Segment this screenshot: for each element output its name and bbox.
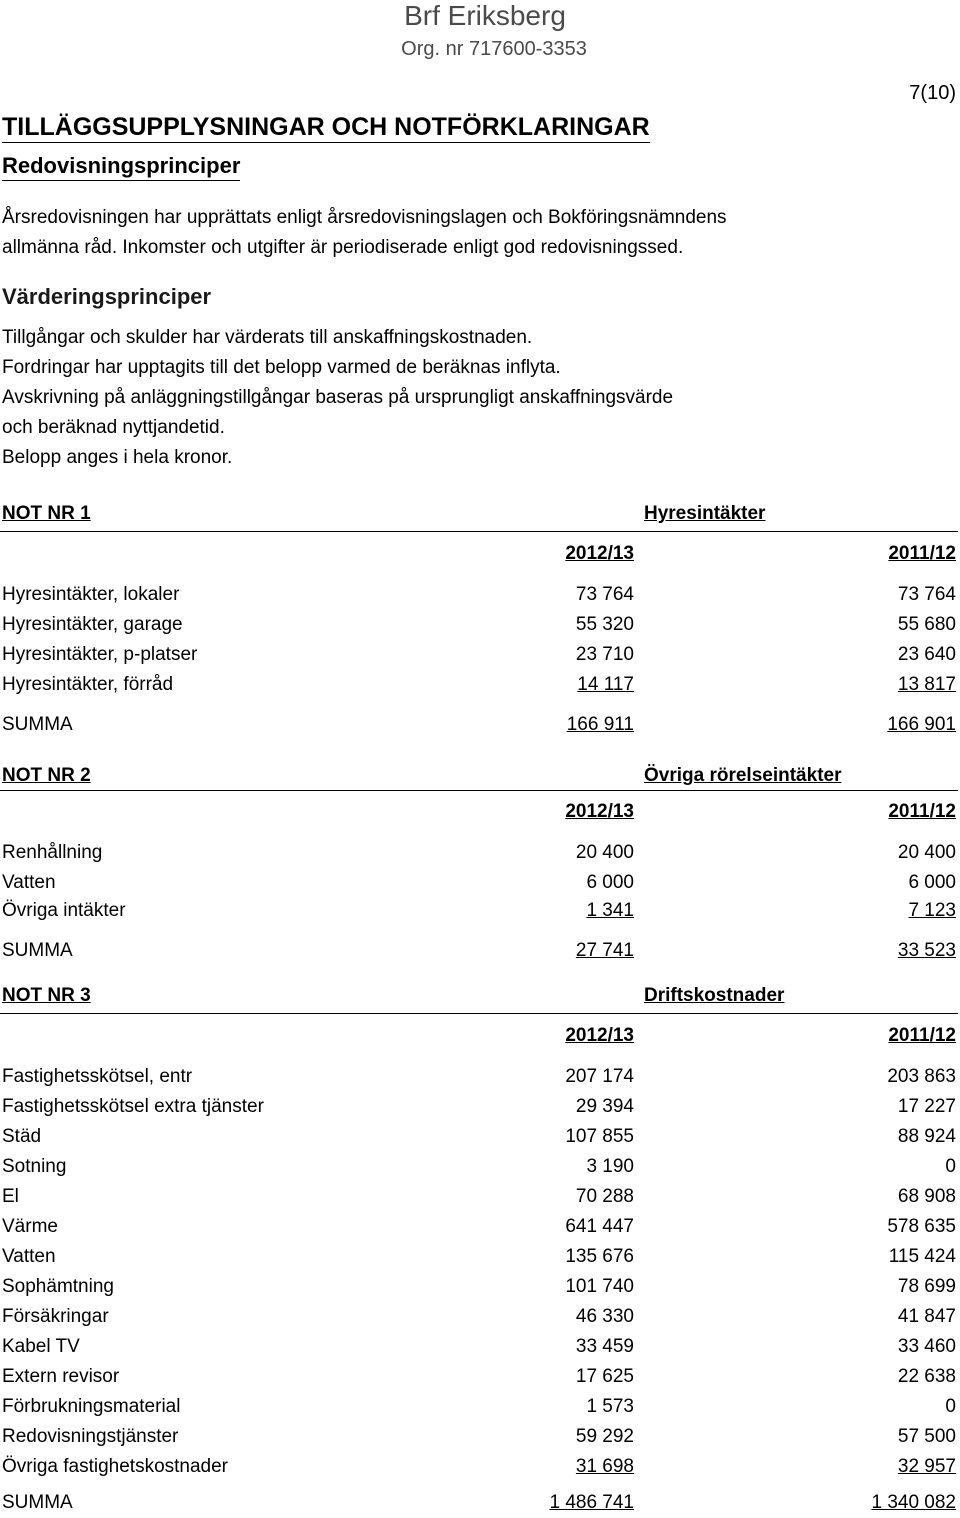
row-value-current: 29 394 bbox=[575, 1096, 634, 1117]
row-value-previous: 88 924 bbox=[897, 1126, 956, 1147]
row-value-current: 3 190 bbox=[586, 1156, 634, 1177]
table-row bbox=[0, 1452, 960, 1482]
row-value-previous: 41 847 bbox=[897, 1306, 956, 1327]
table-row bbox=[0, 610, 960, 640]
row-label: Övriga intäkter bbox=[2, 900, 126, 921]
table-row bbox=[0, 1362, 960, 1392]
note-2-title: Övriga rörelseintäkter bbox=[644, 765, 842, 786]
sum-value-previous: 1 340 082 bbox=[871, 1492, 956, 1513]
row-label: Värme bbox=[2, 1216, 58, 1237]
table-row bbox=[0, 1272, 960, 1302]
row-value-previous: 55 680 bbox=[897, 614, 956, 635]
row-label: Hyresintäkter, p-platser bbox=[2, 644, 198, 665]
row-value-current: 31 698 bbox=[575, 1456, 634, 1477]
row-label: Förbrukningsmaterial bbox=[2, 1396, 181, 1417]
table-row bbox=[0, 1182, 960, 1212]
note-3-divider bbox=[0, 1013, 958, 1014]
row-value-previous: 33 460 bbox=[897, 1336, 956, 1357]
note-2-divider bbox=[0, 790, 958, 791]
row-value-current: 23 710 bbox=[575, 644, 634, 665]
row-value-current: 107 855 bbox=[565, 1126, 634, 1147]
table-row bbox=[0, 670, 960, 700]
row-label: Städ bbox=[2, 1126, 42, 1147]
row-label: Kabel TV bbox=[2, 1336, 80, 1357]
note-3-year-previous: 2011/12 bbox=[888, 1025, 956, 1046]
vardering-line: Avskrivning på anläggningstillgångar baseras på ursprungligt anskaffningsvärde bbox=[2, 387, 674, 408]
note-1-year-previous: 2011/12 bbox=[888, 543, 956, 564]
table-row bbox=[0, 1242, 960, 1272]
row-value-previous: 115 424 bbox=[888, 1246, 956, 1267]
row-value-current: 33 459 bbox=[575, 1336, 634, 1357]
vardering-line: Fordringar har upptagits till det belopp varmed de beräknas inflyta. bbox=[2, 357, 561, 378]
row-value-current: 1 341 bbox=[586, 900, 634, 921]
row-label: Renhållning bbox=[2, 842, 103, 863]
main-heading: TILLÄGGSUPPLYSNINGAR OCH NOTFÖRKLARINGAR bbox=[2, 113, 650, 141]
redovisning-line: allmänna råd. Inkomster och utgifter är periodiserade enligt god redovisningssed. bbox=[2, 237, 684, 258]
row-value-current: 55 320 bbox=[575, 614, 634, 635]
note-2-year-current: 2012/13 bbox=[565, 801, 634, 822]
row-label: Hyresintäkter, garage bbox=[2, 614, 183, 635]
note-1-divider bbox=[0, 531, 958, 532]
row-label: Vatten bbox=[2, 872, 56, 893]
row-label: Fastighetsskötsel, entr bbox=[2, 1066, 193, 1087]
table-row bbox=[0, 1152, 960, 1182]
page-number: 7(10) bbox=[909, 82, 956, 104]
row-value-current: 73 764 bbox=[575, 584, 634, 605]
table-row bbox=[0, 1062, 960, 1092]
note-3-label: NOT NR 3 bbox=[2, 985, 91, 1006]
vardering-line: Belopp anges i hela kronor. bbox=[2, 447, 233, 468]
row-label: Hyresintäkter, förråd bbox=[2, 674, 174, 695]
row-value-previous: 57 500 bbox=[897, 1426, 956, 1447]
row-value-current: 135 676 bbox=[565, 1246, 634, 1267]
sum-row bbox=[0, 710, 960, 740]
row-value-current: 207 174 bbox=[565, 1066, 634, 1087]
row-value-previous: 73 764 bbox=[897, 584, 956, 605]
row-value-current: 17 625 bbox=[575, 1366, 634, 1387]
table-row bbox=[0, 1422, 960, 1452]
sum-label: SUMMA bbox=[2, 940, 73, 961]
note-1-label: NOT NR 1 bbox=[2, 503, 91, 524]
row-value-current: 6 000 bbox=[586, 872, 634, 893]
row-label: Vatten bbox=[2, 1246, 56, 1267]
row-value-current: 20 400 bbox=[575, 842, 634, 863]
row-label: Fastighetsskötsel extra tjänster bbox=[2, 1096, 264, 1117]
row-value-previous: 68 908 bbox=[897, 1186, 956, 1207]
table-row bbox=[0, 896, 960, 926]
row-label: Försäkringar bbox=[2, 1306, 109, 1327]
note-1-year-current: 2012/13 bbox=[565, 543, 634, 564]
row-value-previous: 578 635 bbox=[887, 1216, 956, 1237]
redovisning-title: Redovisningsprinciper bbox=[2, 152, 240, 181]
company-name: Brf Eriksberg bbox=[404, 0, 566, 31]
row-label: Sophämtning bbox=[2, 1276, 114, 1297]
sum-label: SUMMA bbox=[2, 714, 73, 735]
row-value-previous: 203 863 bbox=[887, 1066, 956, 1087]
row-value-previous: 13 817 bbox=[897, 674, 956, 695]
row-value-current: 1 573 bbox=[586, 1396, 634, 1417]
vardering-title: Värderingsprinciper bbox=[2, 284, 212, 309]
row-value-current: 14 117 bbox=[577, 674, 634, 695]
table-row bbox=[0, 1332, 960, 1362]
note-1-title: Hyresintäkter bbox=[644, 503, 766, 524]
row-value-previous: 22 638 bbox=[897, 1366, 956, 1387]
vardering-line: Tillgångar och skulder har värderats till anskaffningskostnaden. bbox=[2, 327, 533, 348]
table-row bbox=[0, 1302, 960, 1332]
row-value-previous: 17 227 bbox=[897, 1096, 956, 1117]
row-value-current: 46 330 bbox=[575, 1306, 634, 1327]
row-label: Extern revisor bbox=[2, 1366, 120, 1387]
sum-value-current: 166 911 bbox=[566, 714, 634, 735]
note-3-year-current: 2012/13 bbox=[565, 1025, 634, 1046]
table-row bbox=[0, 640, 960, 670]
sum-row bbox=[0, 936, 960, 966]
table-row bbox=[0, 1392, 960, 1422]
vardering-line: och beräknad nyttjandetid. bbox=[2, 417, 225, 438]
table-row bbox=[0, 1092, 960, 1122]
note-2-year-previous: 2011/12 bbox=[888, 801, 956, 822]
sum-label: SUMMA bbox=[2, 1492, 73, 1513]
redovisning-line: Årsredovisningen har upprättats enligt årsredovisningslagen och Bokföringsnämndens bbox=[2, 207, 727, 228]
table-row bbox=[0, 580, 960, 610]
row-value-previous: 0 bbox=[945, 1156, 956, 1177]
row-value-current: 641 447 bbox=[565, 1216, 634, 1237]
row-value-previous: 0 bbox=[945, 1396, 956, 1417]
row-value-previous: 32 957 bbox=[897, 1456, 956, 1477]
sum-value-previous: 33 523 bbox=[897, 940, 956, 961]
note-3-title: Driftskostnader bbox=[644, 985, 785, 1006]
sum-value-current: 1 486 741 bbox=[549, 1492, 634, 1513]
note-2-label: NOT NR 2 bbox=[2, 765, 91, 786]
row-value-current: 59 292 bbox=[575, 1426, 634, 1447]
row-value-previous: 7 123 bbox=[908, 900, 956, 921]
row-value-previous: 6 000 bbox=[908, 872, 956, 893]
sum-value-previous: 166 901 bbox=[887, 714, 956, 735]
row-label: Redovisningstjänster bbox=[2, 1426, 179, 1447]
row-label: Sotning bbox=[2, 1156, 67, 1177]
row-value-previous: 23 640 bbox=[897, 644, 956, 665]
table-row bbox=[0, 1212, 960, 1242]
table-row bbox=[0, 1122, 960, 1152]
row-value-previous: 78 699 bbox=[897, 1276, 956, 1297]
table-row bbox=[0, 838, 960, 868]
row-label: Hyresintäkter, lokaler bbox=[2, 584, 180, 605]
org-number: Org. nr 717600-3353 bbox=[401, 38, 587, 60]
row-value-current: 70 288 bbox=[575, 1186, 634, 1207]
row-label: El bbox=[2, 1186, 19, 1207]
row-value-current: 101 740 bbox=[565, 1276, 634, 1297]
row-value-previous: 20 400 bbox=[897, 842, 956, 863]
row-label: Övriga fastighetskostnader bbox=[2, 1456, 229, 1477]
sum-value-current: 27 741 bbox=[575, 940, 634, 961]
table-row bbox=[0, 868, 960, 898]
